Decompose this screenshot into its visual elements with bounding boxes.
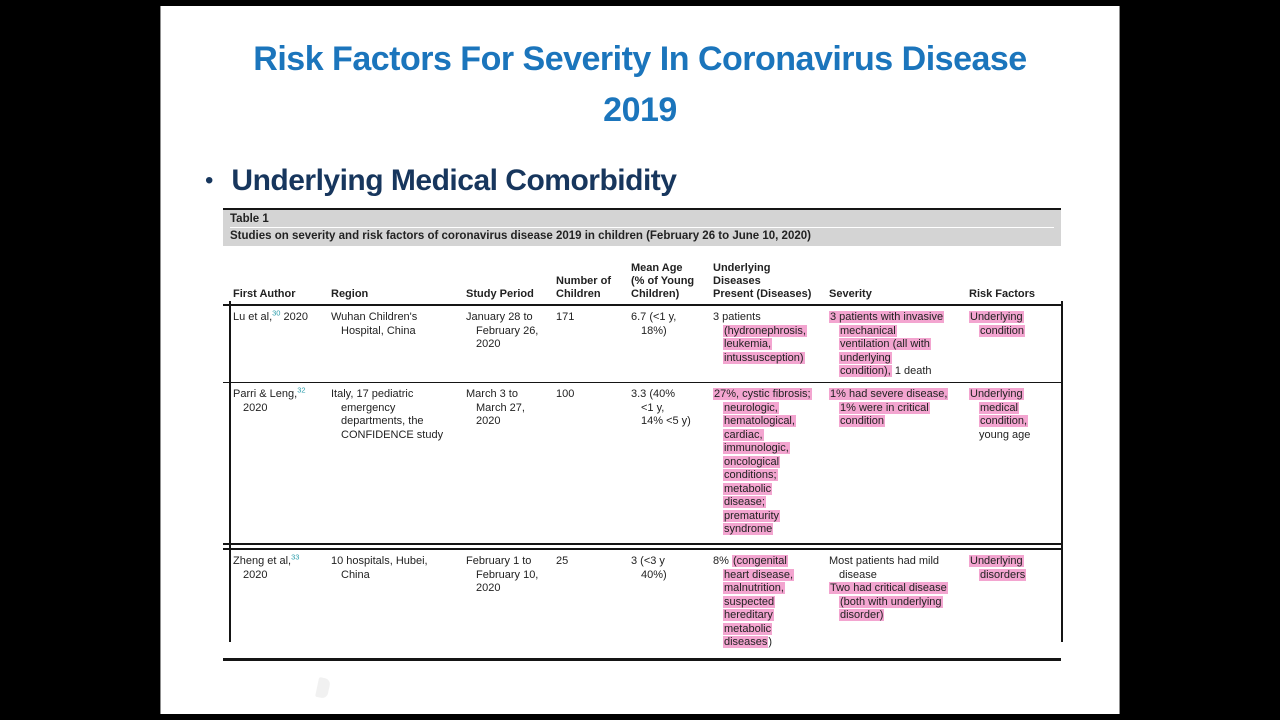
table-cell — [969, 555, 1054, 654]
cell-text: January 28 to — [466, 311, 533, 323]
cell-text: disease — [839, 568, 877, 581]
cell-text: 2020 — [280, 311, 309, 323]
cell-text: 2020 — [243, 568, 268, 581]
highlighted-text: 1% had severe disease, — [830, 388, 948, 400]
table-cell — [331, 388, 466, 541]
page-title-line2: 2019 — [603, 91, 677, 129]
column-header: Study Period — [466, 288, 534, 300]
cell-text: emergency — [341, 401, 396, 414]
table-subtitle: Studies on severity and risk factors of coronavirus disease 2019 in children (February 26 to June 10, 2020) — [230, 230, 811, 242]
column-header: Mean Age (% of Young Children) — [631, 262, 695, 300]
bullet-dot: • — [205, 167, 214, 194]
cell-text: 14% <5 y) — [641, 415, 691, 427]
table-cell — [556, 555, 631, 654]
cell-text: Lu et al, — [233, 311, 273, 323]
highlighted-text: oncological — [724, 455, 780, 468]
table-cell — [829, 388, 969, 541]
table-cell — [631, 311, 713, 382]
highlighted-text: 3 patients with invasive — [830, 311, 944, 323]
highlighted-text: disorder) — [840, 609, 884, 621]
bullet-item — [205, 164, 676, 198]
cell-text: February 1 to — [466, 555, 532, 567]
row-separator — [223, 543, 1061, 550]
highlighted-text: neurologic, — [724, 401, 778, 414]
highlighted-text: heart disease, — [724, 568, 794, 581]
table-body — [223, 306, 1066, 661]
highlighted-text: conditions; — [724, 469, 777, 481]
cell-text: February 10, — [476, 568, 539, 581]
reference-superscript: 32 — [297, 385, 306, 395]
table-cell — [713, 555, 829, 654]
column-header: Number of Children — [556, 275, 611, 300]
table-cell — [713, 388, 829, 541]
table-cell — [331, 311, 466, 382]
highlighted-text: immunologic, — [724, 442, 789, 454]
table-row — [223, 383, 1061, 541]
highlighted-text: Two had critical disease — [830, 582, 947, 594]
studies-table — [223, 208, 1066, 648]
table-cell — [631, 555, 713, 654]
cell-text: China — [341, 568, 370, 581]
highlighted-text: suspected — [724, 595, 775, 608]
highlighted-text: diseases — [724, 636, 768, 648]
cell-text: February 26, — [476, 324, 539, 337]
cell-text: ) — [768, 636, 773, 648]
highlighted-text: underlying — [840, 351, 891, 364]
cell-text: 2020 — [476, 338, 501, 350]
highlighted-text: hereditary — [724, 609, 773, 621]
cell-text: 3 (<3 y — [631, 555, 665, 567]
cell-text: March 27, — [476, 401, 525, 414]
highlighted-text: mechanical — [840, 324, 896, 337]
highlighted-text: disease; — [724, 496, 765, 508]
table-caption-band — [223, 210, 1061, 246]
highlighted-text: metabolic — [724, 482, 772, 495]
highlighted-text: 27%, cystic fibrosis; — [714, 388, 811, 400]
slide — [160, 6, 1120, 714]
highlighted-text: hematological, — [724, 415, 795, 427]
table-cell — [829, 311, 969, 382]
table-right-border — [1061, 301, 1063, 642]
cell-text: 100 — [556, 388, 575, 400]
highlighted-text: Underlying — [970, 311, 1023, 323]
cell-text: 8% — [713, 555, 732, 567]
highlighted-text: (hydronephrosis, — [724, 324, 806, 337]
table-cell — [556, 311, 631, 382]
highlighted-text: Underlying — [970, 555, 1023, 567]
cell-text: 1 death — [891, 365, 932, 377]
column-header: Risk Factors — [969, 288, 1036, 300]
cell-text: Hospital, China — [341, 324, 416, 337]
column-header: Severity — [829, 288, 872, 300]
highlighted-text: malnutrition, — [724, 582, 784, 594]
cell-text: 40%) — [641, 568, 667, 581]
table-cell — [331, 555, 466, 654]
highlighted-text: ventilation (all with — [840, 338, 930, 350]
cell-text: 2020 — [476, 582, 501, 594]
cell-text: March 3 to — [466, 388, 518, 400]
highlighted-text: disorders — [980, 568, 1026, 581]
highlighted-text: condition, — [980, 415, 1028, 427]
page-title-line1: Risk Factors For Severity In Coronavirus Disease — [253, 40, 1027, 78]
column-header: Underlying Diseases Present (Diseases) — [713, 262, 812, 300]
cell-text: 2020 — [476, 415, 501, 427]
table-left-border — [229, 301, 231, 642]
table-cell — [713, 311, 829, 382]
table-cell — [829, 555, 969, 654]
highlighted-text: condition — [840, 415, 885, 427]
cell-text: 18%) — [641, 324, 667, 337]
table-cell — [233, 385, 331, 541]
highlighted-text: 1% were in critical — [840, 401, 929, 414]
cell-text: 171 — [556, 311, 575, 323]
cursor-artifact — [315, 677, 331, 699]
cell-text: 3 patients — [713, 311, 761, 323]
highlighted-text: (congenital — [732, 555, 787, 567]
table-row — [223, 550, 1061, 654]
cell-text: Italy, 17 pediatric — [331, 388, 414, 400]
row-separator — [223, 658, 1061, 661]
cell-text: Wuhan Children's — [331, 311, 418, 323]
table-header-row — [223, 246, 1061, 306]
table-cell — [631, 388, 713, 541]
table-cell — [556, 388, 631, 541]
cell-text: Parri & Leng, — [233, 388, 298, 400]
table-cell — [969, 311, 1054, 382]
cell-text: 25 — [556, 555, 569, 567]
highlighted-text: condition — [980, 324, 1025, 337]
bullet-text: Underlying Medical Comorbidity — [231, 164, 677, 197]
table-title: Table 1 — [230, 212, 1054, 228]
page-title — [161, 34, 1119, 136]
cell-text: departments, the — [341, 415, 424, 427]
table-cell — [466, 311, 556, 382]
table-cell — [969, 388, 1054, 541]
cell-text: 6.7 (<1 y, — [631, 311, 677, 323]
highlighted-text: cardiac, — [724, 428, 763, 441]
table-row — [223, 306, 1061, 382]
cell-text: 10 hospitals, Hubei, — [331, 555, 428, 567]
cell-text: 2020 — [243, 401, 268, 414]
reference-superscript: 30 — [272, 308, 281, 318]
table-cell — [466, 388, 556, 541]
column-header: First Author — [233, 288, 296, 300]
highlighted-text: intussusception) — [724, 351, 804, 364]
highlighted-text: condition), — [840, 365, 891, 377]
highlighted-text: syndrome — [724, 523, 773, 535]
cell-text: <1 y, — [641, 401, 665, 414]
highlighted-text: Underlying — [970, 388, 1023, 400]
column-header: Region — [331, 288, 369, 300]
cell-text: Most patients had mild — [829, 555, 940, 567]
highlighted-text: medical — [980, 401, 1018, 414]
highlighted-text: prematurity — [724, 509, 780, 522]
table-cell — [233, 552, 331, 654]
table-cell — [233, 308, 331, 382]
cell-text: 3.3 (40% — [631, 388, 676, 400]
reference-superscript: 33 — [291, 552, 300, 562]
cell-text: young age — [979, 428, 1031, 441]
highlighted-text: (both with underlying — [840, 595, 942, 608]
highlighted-text: leukemia, — [724, 338, 772, 350]
cell-text: Zheng et al, — [233, 555, 292, 567]
cell-text: CONFIDENCE study — [341, 428, 444, 441]
table-cell — [466, 555, 556, 654]
highlighted-text: metabolic — [724, 622, 772, 635]
